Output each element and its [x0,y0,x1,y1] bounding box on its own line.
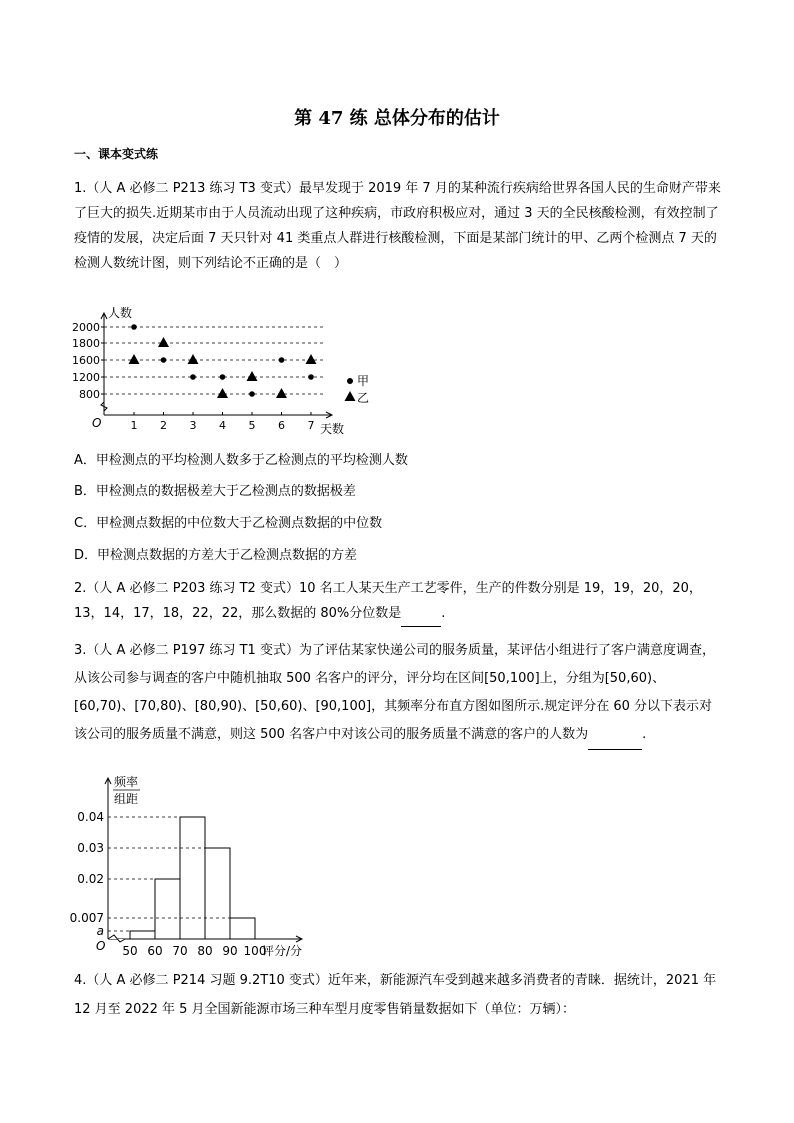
score-histogram [69,772,334,962]
page-title: 第 47 练 总体分布的估计 [294,108,500,129]
jia-point [190,374,196,380]
legend-jia-label: 甲 [357,374,370,388]
question-3-text: 3.（人 A 必修二 P197 练习 T1 变式）为了评估某家快递公司的服务质量，某评估小组进行了客户满意度调查，从该公司参与调查的客户中随机抽取 500 名客户的评分，评分均在区间[50,100]上，分组为[50,60)、[60,70)、[70,80)、[80,90)、[50,60)、[90,100]，其频率分布直方图如图所示.规定评分在 60 分以下表示对该公司的服务质量不满意，则这 500 名客户中对该公司的服务质量不满意的客户的人数为 [74,643,715,742]
y-tick-label: 1200 [72,371,100,384]
x-tick-label: 1 [130,419,138,432]
x-axis-label: 评分/分 [262,944,303,958]
y-tick-label: 0.007 [69,911,104,925]
y-tick-label: 1600 [72,354,100,367]
histogram-bar [155,879,180,939]
histogram-bar [130,931,155,939]
question-1-option-b[interactable]: B．甲检测点的数据极差大于乙检测点的数据极差 [74,484,356,499]
question-3-end: . [642,727,647,742]
question-1-option-c[interactable]: C．甲检测点数据的中位数大于乙检测点数据的中位数 [74,516,383,531]
question-1-text: 1.（人 A 必修二 P213 练习 T3 变式）最早发现于 2019 年 7 月的某种流行疾病给世界各国人民的生命财产带来了巨大的损失.近期某市由于人员流动出现了这种疾病，市政府积极应对，通过 3 天的全民核酸检测，有效控制了疫情的发展，决定后面 7 天只针对 41 类重点人群进行核酸检测，下面是某部门统计的甲、乙两个检测点 7 天的检测人数统计图，则下列结论不正确的是（ ） [74,181,721,271]
question-3 [74,637,724,750]
jia-point [279,357,285,363]
yi-point [247,371,258,381]
jia-point [161,357,167,363]
origin-label: O [92,416,102,430]
histogram-bar [230,918,255,939]
x-tick-label: 70 [172,944,188,958]
question-2-answer-blank[interactable] [401,601,441,627]
y-axis-label: 人数 [108,306,133,320]
histogram-bar [205,848,230,939]
x-tick-label: 5 [248,419,256,432]
question-3-answer-blank[interactable] [588,721,642,750]
y-tick-label: 1800 [72,337,100,350]
yi-point [158,337,169,347]
y-tick-label: 2000 [72,321,100,334]
x-tick-label: 100 [243,944,267,958]
jia-point [308,374,314,380]
y-tick-label: 800 [79,388,100,401]
x-axis-label: 天数 [320,422,345,436]
y-tick-label: 0.04 [77,810,104,824]
jia-point [131,324,137,330]
yi-point [217,388,228,398]
x-tick-label: 7 [307,419,315,432]
y-tick-label: 0.03 [77,841,104,855]
y-tick-label: a [96,924,104,938]
section-heading: 一、课本变式练 [74,147,159,161]
question-2 [74,576,724,627]
legend-yi-label: 乙 [357,391,370,405]
question-1-option-a[interactable]: A．甲检测点的平均检测人数多于乙检测点的平均检测人数 [74,453,408,468]
y-axis-label-bottom: 组距 [114,792,139,806]
x-tick-label: 2 [160,419,167,432]
origin-label: O [96,939,106,953]
x-tick-label: 50 [122,944,138,958]
yi-point [306,354,317,364]
y-axis-label-top: 频率 [114,775,139,789]
y-tick-label: 0.02 [77,872,104,886]
x-tick-label: 80 [197,944,213,958]
legend-yi-marker [345,391,356,401]
question-4-text: 4.（人 A 必修二 P214 习题 9.2T10 变式）近年来，新能源汽车受到越来越多消费者的青睐．据统计，2021 年 12 月至 2022 年 5 月全国新能源市场三种车型月度零售销量数据如下（单位：万辆）： [74,973,717,1017]
x-tick-label: 90 [222,944,238,958]
histogram-bar [180,817,205,939]
jia-point [220,374,226,380]
x-tick-label: 3 [189,419,197,432]
jia-point [249,391,255,397]
question-2-text: 2.（人 A 必修二 P203 练习 T2 变式）10 名工人某天生产工艺零件，生产的件数分别是 19，19，20，20，13，14，17，18，22，22，那么数据的 80%分位数是 [74,581,702,621]
question-1-option-d[interactable]: D．甲检测点数据的方差大于乙检测点数据的方差 [74,548,358,563]
x-tick-label: 60 [147,944,163,958]
yi-point [276,388,287,398]
yi-point [188,354,199,364]
question-2-end: . [441,606,446,621]
yi-point [129,354,140,364]
x-tick-label: 6 [278,419,285,432]
x-tick-label: 4 [219,419,226,432]
detection-count-chart [74,305,374,435]
legend-jia-marker [347,378,353,384]
